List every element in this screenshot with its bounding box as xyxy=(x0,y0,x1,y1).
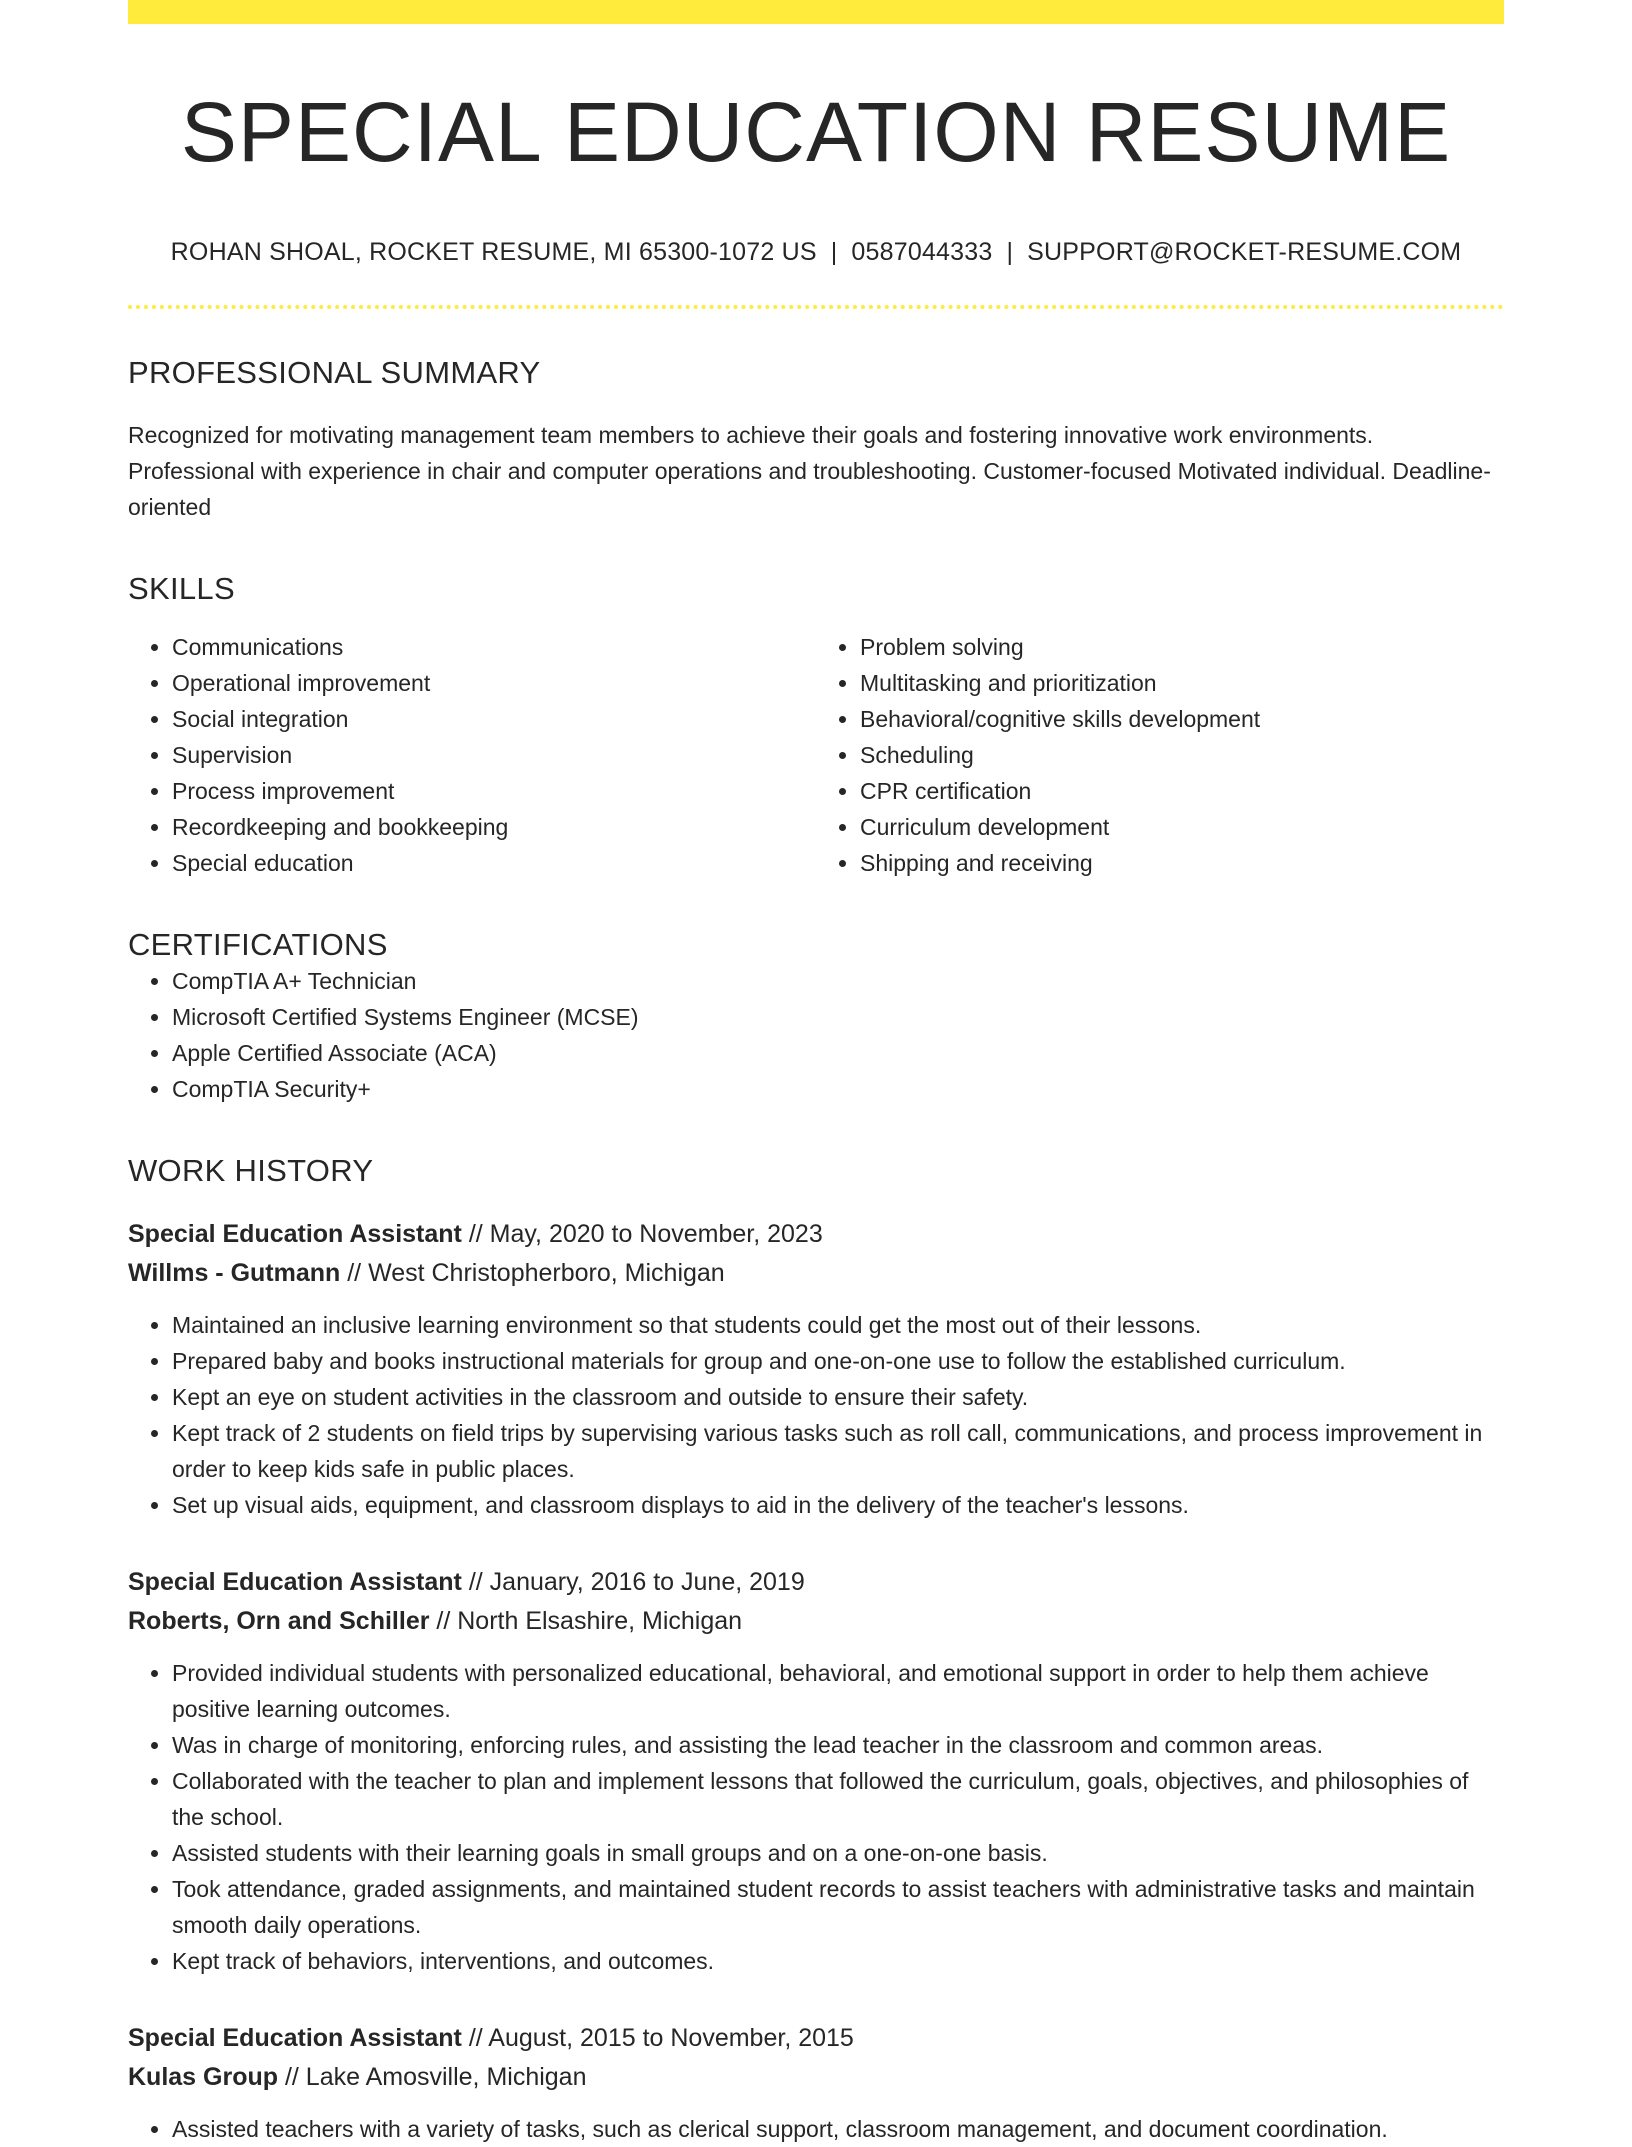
skill-item: • Scheduling xyxy=(860,737,1504,773)
job-duties-list xyxy=(128,1307,1504,1523)
job-entry xyxy=(128,2019,1504,2147)
job-duties-list xyxy=(128,1655,1504,1979)
job-duty: • Kept track of 2 students on field trips by supervising various tasks such as roll call, communications, and process improvement in order to keep kids safe in public places. xyxy=(172,1415,1504,1487)
skill-item: • Shipping and receiving xyxy=(860,845,1504,881)
job-duty: • Prepared baby and books instructional materials for group and one-on-one use to follow the established curriculum. xyxy=(172,1343,1504,1379)
job-company-line xyxy=(128,1602,1504,1641)
skill-item: • Multitasking and prioritization xyxy=(860,665,1504,701)
resume-title: SPECIAL EDUCATION RESUME xyxy=(180,85,1452,179)
job-duty: • Set up visual aids, equipment, and classroom displays to aid in the delivery of the teacher's lessons. xyxy=(172,1487,1504,1523)
skill-item: • Social integration xyxy=(172,701,816,737)
certification-item: • CompTIA A+ Technician xyxy=(172,963,1504,999)
job-duty: • Took attendance, graded assignments, and maintained student records to assist teachers with administrative tasks and maintain smooth daily operations. xyxy=(172,1871,1504,1943)
job-duty: • Maintained an inclusive learning environment so that students could get the most out of their lessons. xyxy=(172,1307,1504,1343)
job-duty: • Kept track of behaviors, interventions, and outcomes. xyxy=(172,1943,1504,1979)
job-title: Special Education Assistant xyxy=(128,1220,462,1249)
job-duty: • Was in charge of monitoring, enforcing rules, and assisting the lead teacher in the classroom and common areas. xyxy=(172,1727,1504,1763)
job-duty: • Collaborated with the teacher to plan and implement lessons that followed the curriculum, goals, objectives, and philosophies of the school. xyxy=(172,1763,1504,1835)
job-duty: • Kept an eye on student activities in the classroom and outside to ensure their safety. xyxy=(172,1379,1504,1415)
dotted-divider xyxy=(128,305,1504,309)
job-duty: • Provided individual students with personalized educational, behavioral, and emotional support in order to help them achieve positive learning outcomes. xyxy=(172,1655,1504,1727)
job-company-line xyxy=(128,2058,1504,2097)
job-title-line xyxy=(128,2019,1504,2058)
job-title: Special Education Assistant xyxy=(128,1568,462,1597)
skill-item: • Supervision xyxy=(172,737,816,773)
job-entry xyxy=(128,1563,1504,1979)
job-dates: // January, 2016 to June, 2019 xyxy=(461,1568,805,1597)
job-dates: // May, 2020 to November, 2023 xyxy=(461,1220,823,1249)
skill-item: • Problem solving xyxy=(860,629,1504,665)
job-location: // North Elsashire, Michigan xyxy=(429,1607,743,1636)
job-company-line xyxy=(128,1254,1504,1293)
section-heading-summary: PROFESSIONAL SUMMARY xyxy=(128,355,541,391)
contact-separator: | xyxy=(1006,238,1014,267)
accent-top-bar xyxy=(128,0,1504,24)
skill-item: • Communications xyxy=(172,629,816,665)
contact-line xyxy=(128,238,1504,267)
job-duty: • Assisted students with their learning goals in small groups and on a one-on-one basis. xyxy=(172,1835,1504,1871)
job-location: // Lake Amosville, Michigan xyxy=(278,2063,587,2092)
job-company: Willms - Gutmann xyxy=(128,1259,341,1288)
certification-item: • CompTIA Security+ xyxy=(172,1071,1504,1107)
job-location: // West Christopherboro, Michigan xyxy=(340,1259,725,1288)
job-duty: • Assisted teachers with a variety of tasks, such as clerical support, classroom management, and document coordination. xyxy=(172,2111,1504,2147)
job-title-line xyxy=(128,1563,1504,1602)
contact-phone: 0587044333 xyxy=(851,238,993,267)
skill-item: • Curriculum development xyxy=(860,809,1504,845)
certification-item: • Microsoft Certified Systems Engineer (MCSE) xyxy=(172,999,1504,1035)
certification-item: • Apple Certified Associate (ACA) xyxy=(172,1035,1504,1071)
contact-separator: | xyxy=(830,238,838,267)
job-dates: // August, 2015 to November, 2015 xyxy=(461,2024,854,2053)
skill-item: • Recordkeeping and bookkeeping xyxy=(172,809,816,845)
job-title-line xyxy=(128,1215,1504,1254)
section-heading-certifications: CERTIFICATIONS xyxy=(128,927,388,963)
job-company: Roberts, Orn and Schiller xyxy=(128,1607,430,1636)
job-title: Special Education Assistant xyxy=(128,2024,462,2053)
skill-item: • Behavioral/cognitive skills development xyxy=(860,701,1504,737)
contact-address: ROHAN SHOAL, ROCKET RESUME, MI 65300-1072 US xyxy=(170,238,817,267)
section-heading-work-history: WORK HISTORY xyxy=(128,1153,374,1189)
skill-item: • CPR certification xyxy=(860,773,1504,809)
job-duties-list xyxy=(128,2111,1504,2147)
skill-item: • Process improvement xyxy=(172,773,816,809)
contact-email: SUPPORT@ROCKET-RESUME.COM xyxy=(1027,238,1462,267)
skills-columns xyxy=(128,629,1504,881)
skills-list-left xyxy=(128,629,816,881)
certifications-list xyxy=(128,963,1504,1107)
job-entry xyxy=(128,1215,1504,1523)
job-company: Kulas Group xyxy=(128,2063,279,2092)
skill-item: • Operational improvement xyxy=(172,665,816,701)
skill-item: • Special education xyxy=(172,845,816,881)
skills-list-right xyxy=(816,629,1504,881)
resume-content xyxy=(128,0,1504,2147)
summary-text: Recognized for motivating management team members to achieve their goals and fostering innovative work environments. Professional with experience in chair and computer operations and troubleshooting. Customer-focused Motivated individual. Deadline-oriented xyxy=(128,422,1491,521)
section-heading-skills: SKILLS xyxy=(128,571,235,607)
